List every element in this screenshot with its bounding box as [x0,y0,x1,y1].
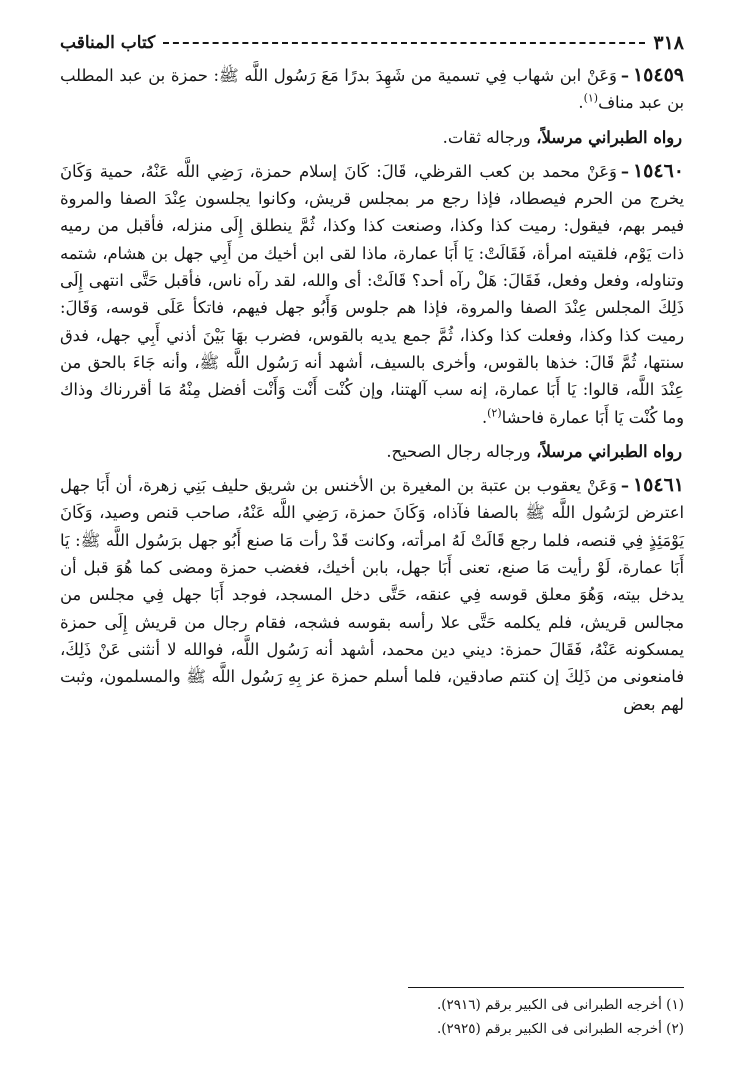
hadith-number: ١٥٤٦٠ [632,159,684,182]
hadith-15460 [60,158,684,431]
narration-grade: ورجاله ثقات. [442,127,531,147]
hadith-15459 [60,62,684,117]
footnote-1: (١) أخرجه الطبرانى فى الكبير برقم (٢٩١٦). [436,997,684,1013]
page-header [60,28,684,58]
hadith-text: وَعَنْ يعقوب بن عتبة بن المغيرة بن الأخنس بن شريق حليف بَنِي زهرة، أن أَبَا جهل اعترض لرَسُول اللَّه ﷺ بالصفا فآذاه، وَكَانَ حمزة، رَضِي اللَّه عَنْهُ، صاحب قنص وصيد، وَكَانَ يَوْمَئِذٍ فِي قنصه، فلما رجع قَالَتْ لَهُ امرأته، وكانت قَدْ رأت مَا صنع أَبُو جهل برَسُول اللَّه ﷺ: يَا أَبَا عمارة، لَوْ رأيت مَا صنع، تعنى أَبَا جهل، بابن أخيك، فغضب حمزة ومضى كما هُوَ قبل أن يدخل بيته، وَهُوَ معلق قوسه فِي عنقه، حَتَّى دخل المسجد، فوجد أَبَا جهل فِي مجلس من مجالس قريش، فلم يكلمه حَتَّى علا رأسه بقوسه فشجه، فقام رجال من قريش إِلَى حمزة يمسكونه عَنْهُ، فَقَالَ حمزة: ديني دين محمد، أشهد أنه رَسُول اللَّه، فوالله لا أنثنى عَنْ ذَلِكَ، فامنعونى من ذَلِكَ إن كنتم صادقين، فلما أسلم حمزة عز بِهِ رَسُول اللَّه ﷺ والمسلمون، وثبت لهم بعض [60,476,684,714]
separator-dash: – [620,161,629,181]
hadith-number: ١٥٤٥٩ [632,64,684,86]
hadith-text-end: . [578,93,584,113]
page-body [60,62,684,718]
hadith-15461 [60,472,684,718]
separator-dash: – [620,66,629,85]
header-dashed-rule [163,42,645,44]
footnote-divider [408,987,684,988]
footnote-2: (٢) أخرجه الطبرانى فى الكبير برقم (٢٩٢٥). [436,1021,684,1037]
hadith-number: ١٥٤٦١ [632,474,684,497]
separator-dash: – [620,476,629,496]
narration-grade: ورجاله رجال الصحيح. [386,441,531,461]
narration-note [60,438,684,465]
narration-source: رواه الطبراني مرسلاً، [536,127,682,147]
footnotes [300,993,684,1041]
hadith-text-end: . [481,407,488,427]
footnote-marker: (١) [583,91,599,105]
footnote-marker: (٢) [487,406,502,420]
narration-source: رواه الطبراني مرسلاً، [536,441,682,461]
book-title: كتاب المناقب [60,33,156,53]
hadith-text: وَعَنْ محمد بن كعب القرظي، قَالَ: كَانَ إسلام حمزة، رَضِي اللَّه عَنْهُ، حمية وَكَانَ يخرج من الحرم فيصطاد، فإذا رجع مر بمجلس قريش، وكانوا يجلسون عِنْدَ الصفا والمروة فيمر بهم، فيقول: رميت كذا وكذا، وصنعت كذا وكذا، ثُمَّ ينطلق إِلَى منزله، فأقبل من رميه ذات يَوْم، فلقيته امرأة، فَقَالَتْ: يَا أَبَا عمارة، ماذا لقى ابن أخيك من أَبِي جهل بن هشام، شتمه وتناوله، وفعل وفعل، فَقَالَ: هَلْ رآه أحد؟ قَالَتْ: أى والله، لقد رآه ناس، فأقبل حَتَّى انتهى إِلَى ذَلِكَ المجلس عِنْدَ الصفا والمروة، فإذا هم جلوس وَأَبُو جهل فيهم، فاتكأ عَلَى قوسه، وَقَالَ: رميت كذا وكذا، وفعلت كذا وكذا، ثُمَّ جمع يديه بالقوس، فضرب بهَا بَيْنَ أذني أَبِي جهل، فدق سنتها، ثُمَّ قَالَ: خذها بالقوس، وأخرى بالسيف، أشهد أنه رَسُول اللَّه ﷺ، وأنه جَاءَ بالحق من عِنْدَ اللَّه، قالوا: يَا أَبَا عمارة، إنه سب آلهتنا، وإن كُنْت أَنْت وَأَنْت أفضل مِنْهُ مَا أقررناك وذاك وما كُنْت يَا أَبَا عمارة فاحشا [60,161,684,427]
hadith-text: وَعَنْ ابن شهاب فِي تسمية من شَهِدَ بدرًا مَعَ رَسُول اللَّه ﷺ: حمزة بن عبد المطلب بن عبد مناف [60,66,684,113]
page-number: ٣١٨ [653,32,684,54]
narration-note [60,124,684,151]
